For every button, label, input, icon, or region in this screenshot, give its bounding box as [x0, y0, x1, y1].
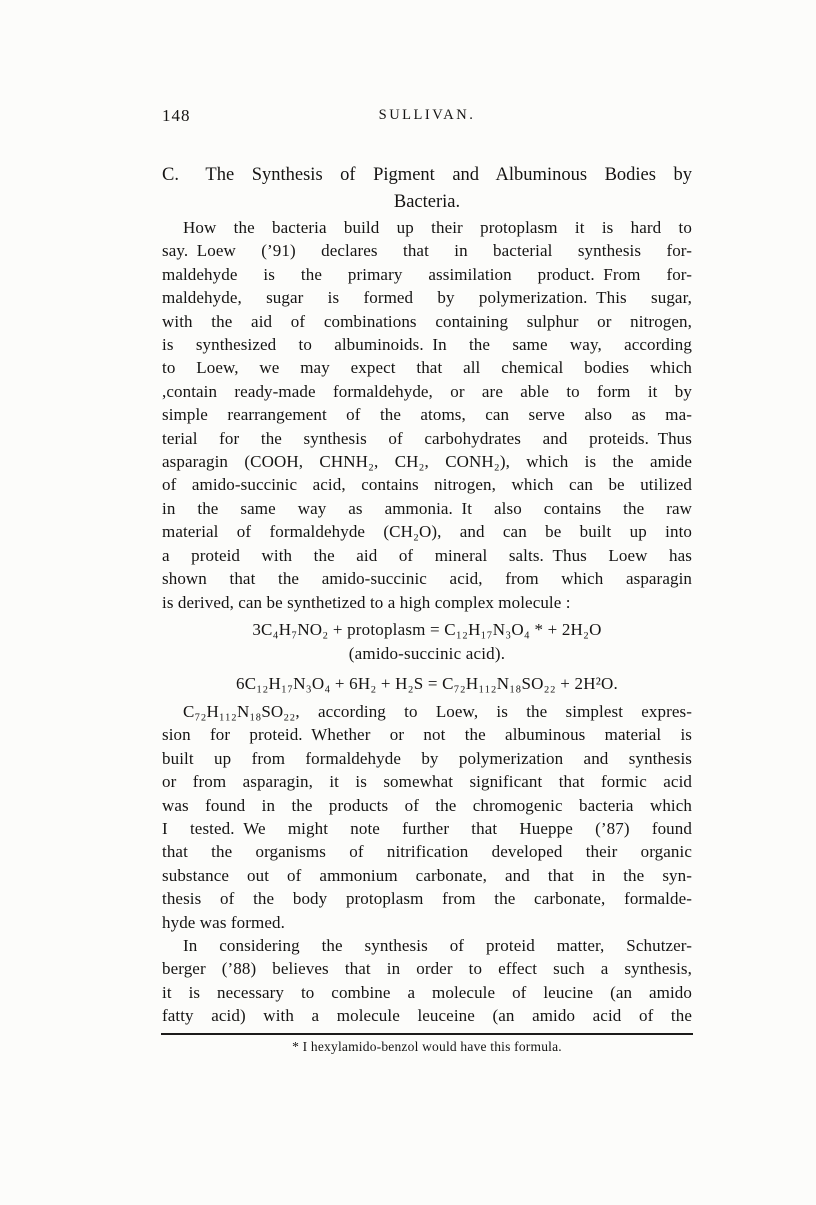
running-header — [162, 0, 692, 126]
text-line: C₇₂H₁₁₂N₁₈SO₂₂, according to Loew, is the simplest expres- — [183, 701, 692, 721]
text-line: berger (’88) believes that in order to effect such a synthesis, — [162, 959, 692, 979]
footnote-text: * I hexylamido-benzol would have this formula. — [292, 1038, 562, 1054]
paragraph-3 — [162, 934, 692, 1028]
footnote-rule — [161, 1033, 693, 1035]
text-line: hyde was formed. — [162, 912, 285, 932]
paragraph-2 — [162, 700, 692, 934]
text-line: say. Loew (’91) declares that in bacterial synthesis for- — [162, 241, 692, 261]
text-line: sion for proteid. Whether or not the albuminous material is — [162, 725, 692, 745]
text-line: is derived, can be synthetized to a high complex molecule : — [162, 592, 571, 612]
text-line: built up from formaldehyde by polymerization and synthesis — [162, 748, 692, 768]
footnote-area — [162, 1033, 692, 1055]
section-heading-line-1: C. The Synthesis of Pigment and Albuminous Bodies by — [162, 165, 692, 185]
equation-2: 6C₁₂H₁₇N₃O₄ + 6H₂ + H₂S = C₇₂H₁₁₂N₁₈SO₂₂ + 2H²O. — [236, 673, 618, 693]
text-line: ,contain ready-made formaldehyde, or are able to form it by — [162, 381, 692, 401]
text-line: it is necessary to combine a molecule of leucine (an amido — [162, 982, 692, 1002]
text-line: of amido-succinic acid, contains nitrogen, which can be utilized — [162, 475, 692, 495]
page-number: 148 — [162, 106, 191, 125]
text-line: a proteid with the aid of mineral salts. Thus Loew has — [162, 545, 692, 565]
text-line: was found in the products of the chromogenic bacteria which — [162, 795, 692, 815]
paragraph-1 — [162, 216, 692, 614]
text-line: that the organisms of nitrification developed their organic — [162, 842, 692, 862]
text-line: maldehyde, sugar is formed by polymerization. This sugar, — [162, 288, 692, 308]
text-line: How the bacteria build up their protoplasm it is hard to — [183, 218, 692, 237]
text-line: to Loew, we may expect that all chemical bodies which — [162, 358, 692, 378]
text-line: with the aid of combinations containing sulphur or nitrogen, — [162, 311, 692, 331]
text-line: simple rearrangement of the atoms, can serve also as ma- — [162, 405, 692, 425]
section-heading — [162, 162, 692, 216]
text-line: thesis of the body protoplasm from the carbonate, formalde- — [162, 889, 692, 909]
text-line: I tested. We might note further that Hueppe (’87) found — [162, 818, 692, 838]
text-line: in the same way as ammonia. It also contains the raw — [162, 498, 692, 518]
equation-1-caption: (amido-succinic acid). — [348, 643, 506, 663]
text-line: substance out of ammonium carbonate, and that in the syn- — [162, 865, 692, 885]
text-line: asparagin (COOH, CHNH₂, CH₂, CONH₂), which is the amide — [162, 452, 692, 472]
text-line: In considering the synthesis of proteid matter, Schutzer- — [183, 935, 692, 955]
text-line: or from asparagin, it is somewhat significant that formic acid — [162, 772, 692, 792]
text-line: is synthesized to albuminoids. In the same way, according — [162, 335, 692, 355]
text-line: shown that the amido-succinic acid, from which asparagin — [162, 569, 692, 589]
equation-block — [162, 618, 692, 696]
equation-1: 3C₄H₇NO₂ + protoplasm = C₁₂H₁₇N₃O₄ * + 2H₂O — [252, 619, 602, 639]
page-content — [162, 0, 692, 1055]
section-heading-line-2: Bacteria. — [393, 192, 461, 212]
text-line: fatty acid) with a molecule leuceine (an amido acid of the — [162, 1006, 692, 1026]
running-head-title: SULLIVAN. — [378, 107, 476, 123]
text-line: terial for the synthesis of carbohydrates and proteids. Thus — [162, 428, 692, 448]
text-line: material of formaldehyde (CH₂O), and can be built up into — [162, 522, 692, 542]
text-line: maldehyde is the primary assimilation product. From for- — [162, 264, 692, 284]
